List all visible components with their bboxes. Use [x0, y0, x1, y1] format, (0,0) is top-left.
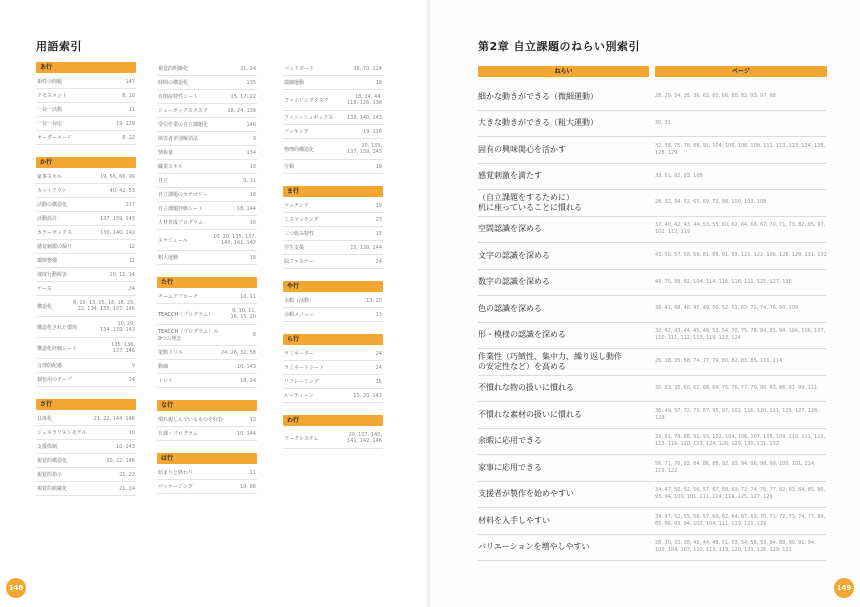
- index-term: 情報量: [158, 150, 174, 156]
- index-entry: [157, 230, 257, 251]
- aim-label: 支援者が製作を始めやすい: [478, 489, 574, 499]
- index-pages: 135, 136, 137, 146: [111, 342, 135, 354]
- aim-pages: 34, 47, 52, 55, 56, 57, 60, 62, 64, 67, 69, 70, 71, 72, 73, 74, 77, 84, 85, 86, 93, 94, 102, 104, 111, 119, 121, 129: [655, 513, 826, 527]
- index-pages: 13: [249, 163, 256, 170]
- index-term: オーダーメード: [37, 135, 72, 141]
- index-group-heading: ま行: [283, 186, 383, 197]
- index-pages: 24: [375, 258, 382, 265]
- index-term: 視覚的指示: [37, 472, 63, 478]
- aim-pages: 56, 71, 76, 82, 84, 86, 88, 92, 93, 94, 96, 98, 99, 100, 101, 114, 119, 122: [655, 460, 816, 474]
- index-entry: [36, 240, 136, 254]
- aim-row: [478, 164, 827, 191]
- index-entry: [283, 347, 383, 361]
- index-term: カットアウト: [37, 188, 67, 194]
- index-term: 障害者差別解消法: [158, 136, 199, 142]
- aim-pages: 30, 33, 35, 60, 62, 68, 69, 75, 76, 77, 79, 80, 83, 86, 91, 99, 111: [655, 384, 818, 391]
- aim-row: [478, 349, 827, 376]
- index-term: シューボックスタスク: [158, 108, 208, 114]
- aim-label: バリエーションを増やしやすい: [478, 542, 590, 552]
- index-term: ラミネーター: [284, 351, 315, 357]
- index-entry: [36, 440, 136, 454]
- index-term: ワークシステム: [284, 435, 319, 442]
- index-group-heading: は行: [157, 453, 257, 464]
- index-entry: [157, 188, 257, 202]
- index-pages: 10, 11: [240, 293, 256, 300]
- index-pages: 9: [131, 362, 135, 369]
- index-pages: 36, 70, 124: [353, 65, 382, 72]
- index-entry: [157, 216, 257, 230]
- aim-label: 不慣れな物の扱いに慣れる: [478, 383, 574, 393]
- index-entry: [283, 241, 383, 255]
- index-pages: 10, 20, 134, 139, 143: [100, 321, 135, 333]
- index-pages: 19, 129: [115, 120, 135, 127]
- index-entry: [157, 76, 257, 90]
- index-pages: 21, 24: [119, 485, 135, 492]
- index-entry: [283, 294, 383, 308]
- index-term: 電動ドリル: [158, 350, 184, 356]
- aim-pages: 43, 50, 57, 58, 59, 81, 88, 91, 93, 120, 122, 126, 128, 129, 131, 132: [655, 252, 827, 259]
- index-entry: [36, 75, 136, 89]
- index-entry: [157, 90, 257, 104]
- index-pages: 10: [249, 219, 256, 226]
- group-spacer: [36, 145, 136, 157]
- index-entry: [36, 131, 136, 145]
- aim-row: [478, 296, 827, 323]
- group-spacer: [283, 403, 383, 415]
- aim-row: [478, 508, 827, 535]
- index-entry: [157, 118, 257, 132]
- index-group-heading: わ行: [283, 415, 383, 426]
- group-spacer: [283, 269, 383, 281]
- index-pages: 135: [246, 79, 256, 86]
- index-term: 視覚的明瞭化: [158, 66, 189, 72]
- index-term: 余暇（活動）: [284, 298, 315, 304]
- aim-label: （自立課題をするために） 机に座っていることに慣れる: [478, 192, 582, 212]
- index-pages: 21, 22, 144, 146: [93, 415, 135, 422]
- index-pages: 9: [252, 135, 256, 142]
- index-pages: 13: [375, 311, 382, 318]
- aims-table: [478, 84, 827, 561]
- aim-pages: 33, 51, 82, 83, 108: [655, 172, 703, 179]
- index-entry: [36, 482, 136, 496]
- index-entry: [283, 125, 383, 139]
- index-term: 日課・プログラム: [158, 431, 198, 437]
- index-term: アセスメント: [37, 93, 67, 99]
- index-entry: [36, 89, 136, 103]
- index-pages: 12: [128, 243, 135, 250]
- index-entry: [36, 198, 136, 212]
- aim-label: 固有の興味関心を活かす: [478, 144, 566, 154]
- index-term: TEACCH（プログラム）の 9つの理念: [158, 329, 219, 342]
- index-pages: 19: [375, 79, 382, 86]
- index-term: 自立課題のカテゴリー: [158, 192, 208, 198]
- index-entry: [283, 62, 383, 76]
- aim-label: 空間認識を深める: [478, 224, 542, 234]
- index-group-heading: か行: [36, 157, 136, 168]
- aim-label: 数字の認識を深める: [478, 277, 550, 287]
- index-pages: 19: [375, 202, 382, 209]
- index-pages: 19: [249, 254, 256, 261]
- index-term: 構造化: [37, 303, 53, 310]
- index-entry: [157, 466, 257, 480]
- index-entry: [157, 346, 257, 360]
- index-term: 支援体制: [37, 444, 58, 450]
- aim-label: 不慣れな素材の扱いに慣れる: [478, 409, 582, 419]
- index-entry: [157, 174, 257, 188]
- index-entry: [157, 146, 257, 160]
- index-pages: 19, 56, 66, 99: [100, 173, 135, 180]
- index-group-heading: あ行: [36, 62, 136, 73]
- aim-pages: 38, 41, 48, 46, 47, 49, 50, 52, 53, 62, 72, 74, 76, 90, 109: [655, 305, 799, 312]
- index-pages: 8, 10, 11, 16, 15, 20: [230, 308, 256, 320]
- aim-pages: 37, 40, 42, 43, 44, 53, 55, 60, 62, 64, 66, 67, 70, 71, 73, 82, 95, 97, 102, 112, 119: [655, 222, 826, 236]
- aim-row: [478, 323, 827, 350]
- index-term: ケース: [37, 286, 52, 292]
- aim-pages: 28, 29, 34, 35, 36, 62, 63, 66, 80, 82, 93, 97, 98: [655, 93, 776, 100]
- aims-index-title: 第2章 自立課題のねらい別索引: [478, 40, 640, 53]
- index-pages: 137, 139, 143: [100, 215, 135, 222]
- index-term: 合理的配慮: [37, 363, 63, 369]
- aim-row: [478, 270, 827, 297]
- aim-label: 文字の認識を深める: [478, 250, 550, 260]
- index-entry: [283, 111, 383, 125]
- index-term: 個包用のテープ: [37, 377, 72, 383]
- aim-pages: 34, 47, 50, 52, 56, 57, 67, 68, 69, 72, 74, 76, 77, 82, 83, 84, 85, 86, 93, 94, 100, 101, 111, 114, 119, 125, 127, 129: [655, 487, 826, 501]
- index-pages: 21, 24: [240, 65, 256, 72]
- index-pages: 13: [249, 416, 256, 423]
- index-term: フィニッシュボックス: [284, 115, 334, 121]
- index-pages: 24: [128, 376, 135, 383]
- aim-row: [478, 429, 827, 456]
- index-term: 活動の構造化: [37, 202, 68, 208]
- index-entry: [283, 160, 383, 174]
- aim-label: 形・模様の認識を深める: [478, 330, 566, 340]
- index-pages: 134: [246, 149, 256, 156]
- index-pages: 18, 24: [240, 377, 256, 384]
- index-pages: 40, 42, 53: [109, 187, 135, 194]
- index-entry: [283, 90, 383, 111]
- aim-pages: 26, 28, 35, 68, 74, 77, 79, 80, 82, 83, 85, 111, 114: [655, 358, 783, 365]
- index-pages: 24, 26, 32, 58: [221, 349, 256, 356]
- index-entry: [283, 361, 383, 375]
- index-term: ブッキング: [284, 129, 309, 135]
- index-entry: [283, 255, 383, 269]
- index-term: ファイリングタスク: [284, 97, 329, 104]
- index-term: 時間の構造化: [158, 80, 189, 86]
- index-term: ジェネラリストモデル: [37, 430, 87, 436]
- aim-label: 色の認識を深める: [478, 303, 542, 313]
- index-entry: [36, 338, 136, 359]
- aim-pages: 30, 31: [655, 119, 671, 126]
- index-entry: [36, 282, 136, 296]
- index-pages: 20, 137, 140, 141, 142, 146: [347, 432, 382, 444]
- index-pages: 147: [125, 78, 135, 85]
- index-pages: 10, 143: [115, 443, 135, 450]
- index-entry: [157, 374, 257, 388]
- index-pages: 21, 22: [119, 471, 135, 478]
- index-column-1: [36, 62, 136, 496]
- index-term: 受信作業の自立課題化: [158, 122, 209, 128]
- index-entry: [36, 226, 136, 240]
- index-pages: 138, 140, 143: [347, 114, 382, 121]
- index-term: 三つ組み特性: [284, 231, 315, 237]
- index-pages: 20, 135, 137, 139, 143: [347, 143, 382, 155]
- index-term: 自閉症特性シート: [158, 94, 199, 100]
- index-entry: [157, 480, 257, 494]
- index-term: 家事スキル: [37, 174, 62, 180]
- index-term: 微細運動: [284, 80, 305, 86]
- index-entry: [36, 268, 136, 282]
- index-group-heading: ら行: [283, 334, 383, 345]
- group-spacer: [157, 388, 257, 400]
- index-term: 職業スキル: [158, 164, 183, 170]
- group-spacer: [283, 174, 383, 186]
- index-term: 人材育成プログラム: [158, 220, 203, 226]
- index-entry: [157, 62, 257, 76]
- index-entry: [36, 317, 136, 338]
- index-entry: [157, 251, 257, 265]
- index-entry: [283, 308, 383, 322]
- index-term: マッチング: [284, 203, 309, 209]
- index-entry: [283, 76, 383, 90]
- index-pages: 130, 140, 142: [100, 229, 135, 236]
- index-term: 構造化された環境: [37, 324, 78, 331]
- page-number-left: 148: [6, 578, 26, 598]
- index-pages: 12: [128, 257, 135, 264]
- index-group-heading: や行: [283, 281, 383, 292]
- index-entry: [283, 199, 383, 213]
- aim-label: 作業性（巧緻性、集中力、繰り返し動作 の安定性など）を高める: [478, 351, 622, 371]
- aim-row: [478, 84, 827, 111]
- aim-pages: 49, 75, 88, 92, 104, 114, 116, 118, 121, 125, 127, 130: [655, 278, 792, 285]
- group-spacer: [157, 441, 257, 453]
- index-pages: 19, 86: [240, 483, 256, 490]
- index-term: ルーティーン: [284, 393, 314, 399]
- aim-row: [478, 217, 827, 244]
- index-entry: [157, 325, 257, 346]
- index-pages: 10: [128, 429, 135, 436]
- group-spacer: [36, 387, 136, 399]
- aim-label: 大きな動きができる（粗大運動）: [478, 118, 598, 128]
- index-entry: [36, 412, 136, 426]
- aim-row: [478, 190, 827, 217]
- index-term: 構造化評価シート: [37, 345, 78, 352]
- index-pages: 18, 24, 44, 116, 126, 138: [347, 94, 382, 106]
- index-entry: [36, 212, 136, 226]
- index-term: 慣れ親しんでいるものを好む: [158, 417, 224, 423]
- index-pages: 24: [375, 350, 382, 357]
- index-entry: [157, 413, 257, 427]
- index-entry: [157, 290, 257, 304]
- index-pages: 146: [246, 121, 256, 128]
- aim-row: [478, 402, 827, 429]
- index-term: ミスマッチング: [284, 217, 319, 223]
- index-term: 学生支援: [284, 245, 305, 251]
- aim-label: 余暇に応用できる: [478, 436, 542, 446]
- index-pages: 24: [375, 364, 382, 371]
- index-group-heading: た行: [157, 277, 257, 288]
- index-entry: [36, 103, 136, 117]
- index-term: 具体化: [37, 416, 53, 422]
- aim-label: 材料を入手しやすい: [478, 515, 550, 525]
- index-group-heading: さ行: [36, 399, 136, 410]
- index-term: ラミネートシート: [284, 365, 325, 371]
- index-term: 粗大運動: [158, 255, 179, 261]
- aim-row: [478, 137, 827, 164]
- index-entry: [36, 454, 136, 468]
- aim-label: 細かな動きができる（微細運動）: [478, 91, 598, 101]
- index-entry: [36, 117, 136, 131]
- index-entry: [157, 202, 257, 216]
- index-term: 自立課題評価シート: [158, 206, 204, 212]
- aim-row: [478, 111, 827, 138]
- index-pages: 15, 17, 22: [230, 93, 256, 100]
- group-spacer: [157, 265, 257, 277]
- index-entry: [283, 389, 383, 403]
- index-pages: 13, 20: [366, 297, 382, 304]
- index-entry: [36, 468, 136, 482]
- index-term: パッケージング: [158, 484, 193, 490]
- index-term: 余暇メニュー: [284, 312, 315, 318]
- index-entry: [283, 375, 383, 389]
- index-term: 感覚刺激の偏り: [37, 244, 73, 250]
- index-column-2: [157, 62, 257, 494]
- index-term: 一対一活動: [37, 107, 63, 113]
- index-pages: 19, 116: [362, 128, 382, 135]
- index-pages: 8: [252, 332, 256, 338]
- index-entry: [157, 132, 257, 146]
- index-entry: [157, 360, 257, 374]
- index-term: スケジュール: [158, 237, 188, 244]
- index-term: カラーボックス: [37, 230, 72, 236]
- index-entry: [157, 304, 257, 325]
- index-pages: 24: [128, 285, 135, 292]
- index-entry: [36, 184, 136, 198]
- index-pages: 18, 24, 139: [227, 107, 256, 114]
- index-term: 始まりと終わり: [158, 470, 194, 476]
- index-term: 強度行動障害: [37, 272, 68, 278]
- index-entry: [36, 373, 136, 387]
- index-pages: 10, 11, 14: [109, 271, 135, 278]
- index-pages: 23: [375, 216, 382, 223]
- aim-column-header: ねらい: [478, 66, 649, 77]
- index-entry: [36, 254, 136, 268]
- index-term: 物理的構造化: [284, 146, 315, 153]
- index-column-3: [283, 62, 383, 449]
- index-pages: 15, 20, 143: [353, 392, 382, 399]
- page-number-right: 149: [834, 578, 854, 598]
- index-entry: [157, 160, 257, 174]
- index-entry: [157, 104, 257, 118]
- index-pages: 8, 22: [122, 134, 135, 141]
- index-term: 分類: [284, 164, 295, 170]
- index-term: 動線: [158, 364, 169, 370]
- aim-pages: 32, 42, 43, 44, 45, 48, 53, 54, 70, 75, 78, 84, 85, 94, 104, 106, 107, 110, 111, 112, 113, 119, 123, 124: [655, 328, 826, 342]
- index-entry: [283, 213, 383, 227]
- glossary-title: 用語索引: [36, 40, 82, 53]
- aim-row: [478, 535, 827, 562]
- index-term: 活動設計: [37, 216, 58, 222]
- index-pages: 9, 11: [243, 177, 256, 184]
- index-pages: 8, 10, 13, 15, 16, 18, 20, 22, 134, 135, 137, 146: [72, 300, 135, 312]
- index-pages: 19: [375, 163, 382, 170]
- aim-label: 感覚刺激を満たす: [478, 171, 542, 181]
- index-term: 視覚的組織化: [37, 486, 68, 492]
- aim-row: [478, 376, 827, 403]
- index-entry: [36, 296, 136, 317]
- aim-row: [478, 243, 827, 270]
- aim-pages: 28, 30, 32, 38, 43, 44, 48, 51, 53, 54, 58, 59, 84, 88, 90, 91, 94, 102, 104, 107, 110, 113, 119, 120, 123, 126, 129, 131: [655, 540, 816, 554]
- index-entry: [36, 170, 136, 184]
- pages-column-header: ページ: [655, 66, 827, 77]
- index-entry: [157, 427, 257, 441]
- index-pages: 10, 144: [236, 430, 256, 437]
- index-term: TEACCH（プログラム）: [158, 311, 214, 318]
- index-term: リフレーミング: [284, 379, 319, 385]
- index-term: 環境整備: [37, 258, 58, 264]
- index-group-heading: な行: [157, 400, 257, 411]
- index-pages: 15, 139, 144: [350, 244, 382, 251]
- aim-pages: 36, 49, 57, 72, 73, 87, 95, 97, 102, 116, 120, 121, 125, 127, 128, 129: [655, 407, 819, 421]
- aim-pages: 28, 32, 34, 52, 65, 69, 72, 98, 100, 103, 108: [655, 199, 767, 206]
- aim-label: 家事に応用できる: [478, 462, 542, 472]
- aim-pages: 32, 51, 78, 88, 91, 93, 102, 104, 106, 107, 108, 109, 110, 111, 112, 113, 116, 120, 123, 124, 126, 129, 130, 131, 132: [655, 434, 826, 448]
- aim-pages: 32, 38, 75, 78, 88, 91, 104, 106, 108, 109, 111, 113, 123, 124, 126, 128, 129: [655, 142, 826, 156]
- index-term: バンドボード: [284, 66, 315, 72]
- index-pages: 10, 20, 135, 137, 140, 141, 142: [213, 234, 256, 246]
- index-entry: [283, 428, 383, 449]
- index-pages: 11: [249, 469, 256, 476]
- index-pages: 11: [128, 106, 135, 113]
- index-pages: 20, 22, 146: [106, 457, 135, 464]
- aim-row: [478, 455, 827, 482]
- index-term: 一対一対応: [37, 121, 63, 127]
- index-pages: 137: [125, 201, 135, 208]
- index-pages: 18, 144: [236, 205, 256, 212]
- index-entry: [36, 426, 136, 440]
- group-spacer: [283, 322, 383, 334]
- index-pages: 15: [375, 378, 382, 385]
- index-pages: 18: [249, 191, 256, 198]
- aim-row: [478, 482, 827, 509]
- index-entry: [283, 227, 383, 241]
- index-pages: 8, 10: [122, 92, 135, 99]
- index-term: 視覚的構造化: [37, 458, 68, 464]
- index-term: 相性の問題: [37, 79, 63, 85]
- index-term: トレイ: [158, 378, 173, 384]
- index-pages: 15: [375, 230, 382, 237]
- index-entry: [283, 139, 383, 160]
- index-pages: 10, 143: [236, 363, 256, 370]
- index-term: 自立: [158, 178, 169, 184]
- index-entry: [36, 359, 136, 373]
- index-term: 面ファスナー: [284, 259, 314, 265]
- index-term: チームアプローチ: [158, 294, 199, 300]
